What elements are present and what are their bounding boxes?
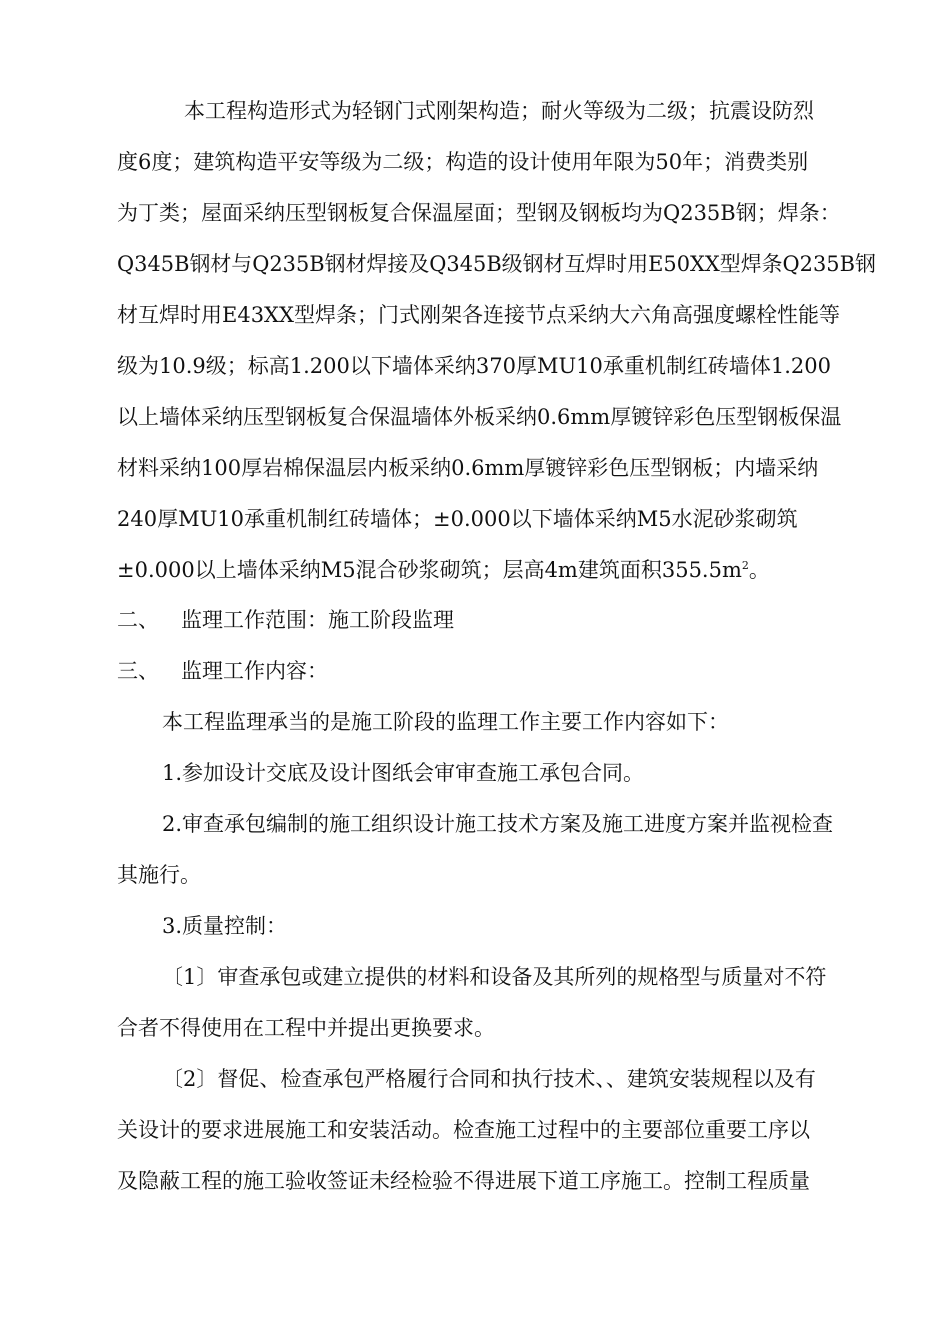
list-item-1: 1.参加设计交底及设计图纸会审审查施工承包合同。 xyxy=(162,761,645,785)
sub-item-2: 〔2〕督促、检查承包严格履行合同和执行技术、、建筑安装规程以及有 xyxy=(162,1067,816,1091)
area-text: ±0.000以上墙体采纳M5混合砂浆砌筑；层高4m建筑面积355.5m xyxy=(117,558,742,582)
section-heading-2 xyxy=(117,610,454,631)
paragraph-intro: 本工程监理承当的是施工阶段的监理工作主要工作内容如下： xyxy=(162,710,729,734)
section-number: 二、 xyxy=(117,608,159,632)
text-line-7: 以上墙体采纳压型钢板复合保温墙体外板采纳0.6mm厚镀锌彩色压型钢板保温 xyxy=(117,405,842,429)
section-title: 监理工作内容： xyxy=(181,659,328,683)
sub-item-2-cont-2: 及隐蔽工程的施工验收签证未经检验不得进展下道工序施工。控制工程质量 xyxy=(117,1169,810,1193)
text-line-6: 级为10.9级；标高1.200以下墙体采纳370厚MU10承重机制红砖墙体1.200 xyxy=(117,354,831,378)
sub-item-1: 〔1〕审查承包或建立提供的材料和设备及其所列的规格型与质量对不符 xyxy=(162,965,827,989)
text-line-10 xyxy=(117,560,770,581)
text-line-4: Q345B钢材与Q235B钢材焊接及Q345B级钢材互焊时用E50XX型焊条Q235B钢 xyxy=(117,252,876,276)
list-item-3: 3.质量控制： xyxy=(162,914,288,938)
text-line-2: 度6度；建筑构造平安等级为二级；构造的设计使用年限为50年；消费类别 xyxy=(117,150,809,174)
list-item-2-cont: 其施行。 xyxy=(117,863,201,887)
text-line-9: 240厚MU10承重机制红砖墙体；±0.000以下墙体采纳M5水泥砂浆砌筑 xyxy=(117,507,798,531)
text-line-5: 材互焊时用E43XX型焊条；门式刚架各连接节点采纳大六角高强度螺栓性能等 xyxy=(117,303,840,327)
area-text-end: 。 xyxy=(748,558,770,582)
text-line-8: 材料采纳100厚岩棉保温层内板采纳0.6mm厚镀锌彩色压型钢板；内墙采纳 xyxy=(117,456,819,480)
text-line-1: 本工程构造形式为轻钢门式刚架构造；耐火等级为二级；抗震设防烈 xyxy=(184,99,814,123)
section-heading-3 xyxy=(117,661,328,682)
area-superscript: 2 xyxy=(741,559,749,572)
list-item-2: 2.审查承包编制的施工组织设计施工技术方案及施工进度方案并监视检查 xyxy=(162,812,834,836)
text-line-3: 为丁类；屋面采纳压型钢板复合保温屋面；型钢及钢板均为Q235B钢；焊条： xyxy=(117,201,841,225)
sub-item-1-cont: 合者不得使用在工程中并提出更换要求。 xyxy=(117,1016,495,1040)
section-number: 三、 xyxy=(117,659,159,683)
section-title: 监理工作范围：施工阶段监理 xyxy=(181,608,454,632)
sub-item-2-cont-1: 关设计的要求进展施工和安装活动。检查施工过程中的主要部位重要工序以 xyxy=(117,1118,810,1142)
